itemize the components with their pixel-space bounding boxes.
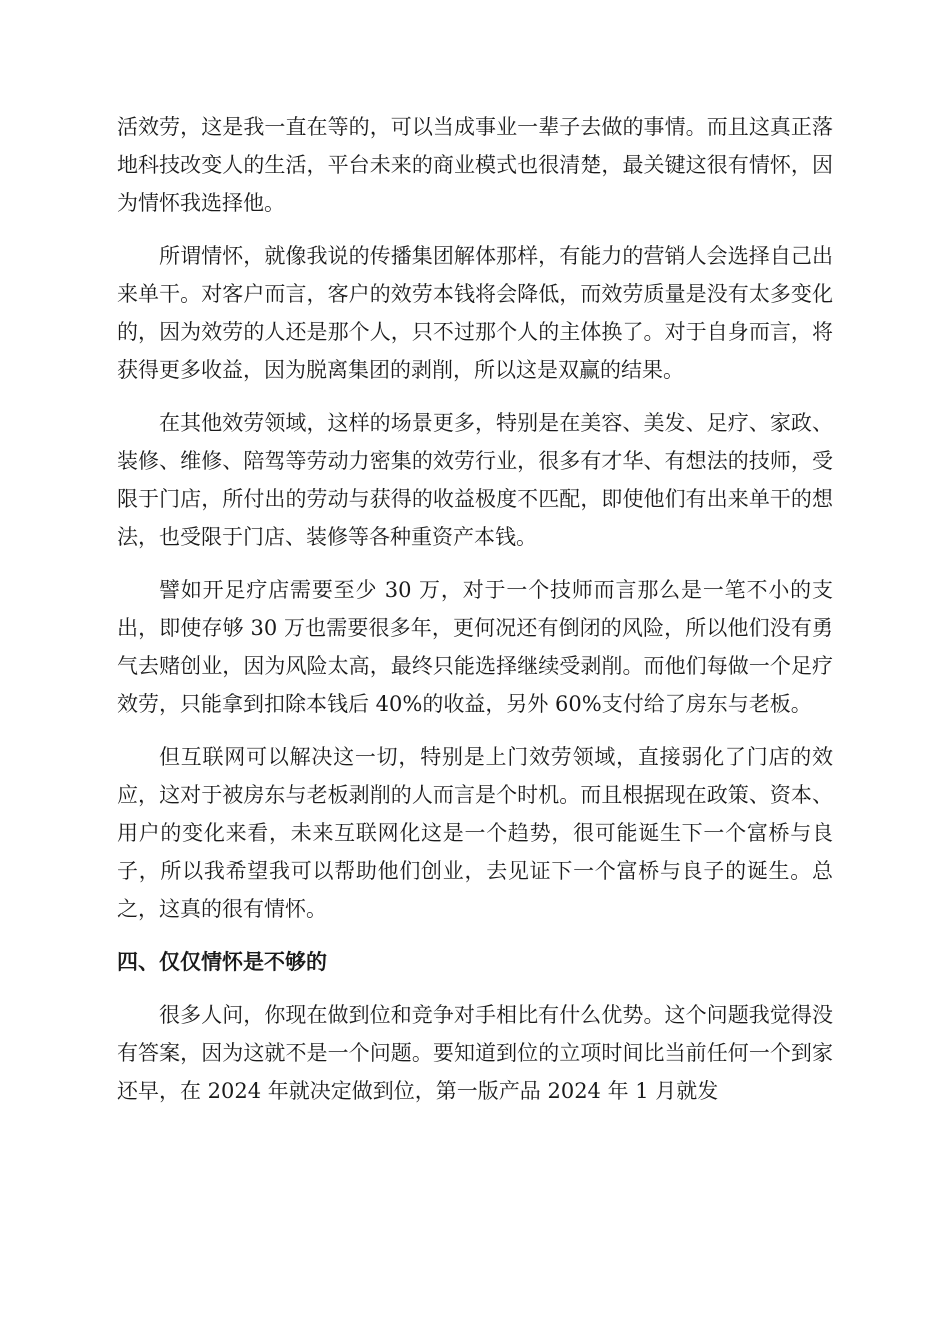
paragraph: 在其他效劳领域，这样的场景更多，特别是在美容、美发、足疗、家政、装修、维修、陪驾等劳动力密集的效劳行业，很多有才华、有想法的技师，受限于门店，所付出的劳动与获得的收益极度不匹配，即使他们有出来单干的想法，也受限于门店、装修等各种重资产本钱。 bbox=[117, 411, 833, 549]
paragraph: 譬如开足疗店需要至少 30 万，对于一个技师而言那么是一笔不小的支出，即使存够 30 万也需要很多年，更何况还有倒闭的风险，所以他们没有勇气去赌创业，因为风险太高，最终只能选择继续受剥削。而他们每做一个足疗效劳，只能拿到扣除本钱后 40%的收益，另外 60%支付给了房东与老板。 bbox=[117, 578, 833, 716]
paragraph-continued: 活效劳，这是我一直在等的，可以当成事业一辈子去做的事情。而且这真正落地科技改变人的生活，平台未来的商业模式也很清楚，最关键这很有情怀，因为情怀我选择他。 bbox=[117, 115, 833, 215]
paragraph: 所谓情怀，就像我说的传播集团解体那样，有能力的营销人会选择自己出来单干。对客户而言，客户的效劳本钱将会降低，而效劳质量是没有太多变化的，因为效劳的人还是那个人，只不过那个人的主体换了。对于自身而言，将获得更多收益，因为脱离集团的剥削，所以这是双赢的结果。 bbox=[117, 244, 833, 382]
section-heading: 四、仅仅情怀是不够的 bbox=[117, 950, 327, 974]
paragraph: 很多人问，你现在做到位和竞争对手相比有什么优势。这个问题我觉得没有答案，因为这就不是一个问题。要知道到位的立项时间比当前任何一个到家还早，在 2024 年就决定做到位，第一版产品 2024 年 1 月就发 bbox=[117, 1003, 833, 1103]
document-page bbox=[117, 108, 833, 1125]
paragraph: 但互联网可以解决这一切，特别是上门效劳领域，直接弱化了门店的效应，这对于被房东与老板剥削的人而言是个时机。而且根据现在政策、资本、用户的变化来看，未来互联网化这是一个趋势，很可能诞生下一个富桥与良子，所以我希望我可以帮助他们创业，去见证下一个富桥与良子的诞生。总之，这真的很有情怀。 bbox=[117, 745, 833, 921]
